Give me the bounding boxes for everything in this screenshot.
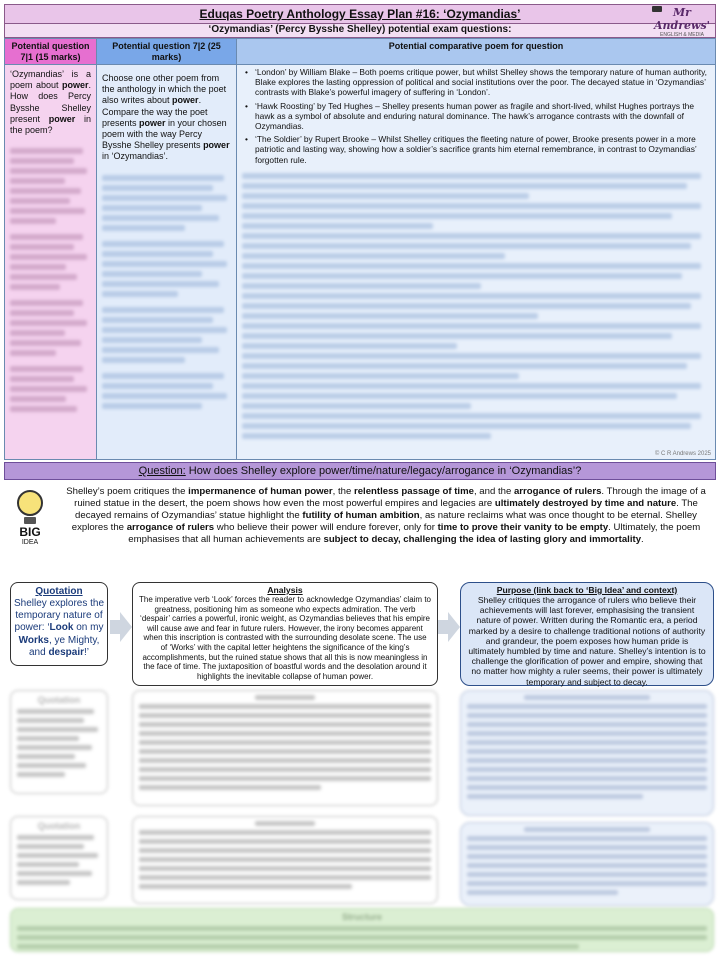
- brand-logo: [650, 6, 714, 36]
- quotation-heading: Quotation: [37, 821, 81, 831]
- comparative-column: [237, 65, 715, 459]
- header-comparative: Potential comparative poem for question: [237, 39, 715, 65]
- copyright-note: © C R Andrews 2025: [654, 451, 711, 457]
- list-item: • ‘Hawk Roosting’ by Ted Hughes – Shelley presents human power as fragile and short-lived, whilst Hughes portrays the hawk as a symbol of absolute and enduring natural dominance. The hawk’s arrogance contrasts with the downfall of Ozymandias.: [243, 101, 709, 132]
- purpose-box: [460, 690, 714, 816]
- comparative-poem-list: [237, 65, 715, 165]
- quotation-heading: Quotation: [37, 695, 81, 705]
- analysis-text: The imperative verb ‘Look’ forces the reader to acknowledge Ozymandias’ claim to greatness, positioning him as someone who expects admiration. The verb ‘despair’ carries a powerful, ironic weight, as Ozymandias believes that his empire will cause awe and fear in future rulers. However, the irony becomes apparent when this inscription is contrasted with the surrounding desolate scene. The use of ‘Works’ with the capital letter heightens the significance of the king’s accomplishments, but the ruined statue shows that all this is now meaningless in the face of time. The juxtaposition of boastful words and the desolation around it highlights the inevitable collapse of human power.: [139, 595, 431, 681]
- exam-questions-table: [4, 38, 716, 460]
- analysis-box: [132, 690, 438, 806]
- structure-heading: Structure: [341, 912, 382, 922]
- logo-name: Mr Andrews': [653, 6, 711, 32]
- purpose-text: Shelley critiques the arrogance of rulers who believe their achievements will last forever, emphasising the transient nature of power. Written during the Romantic era, a period marked by a desire to challenge traditional notions of authority and grandeur, the poem exposes how human pride is ultimately humbled by time and nature. Shelley’s intention is to challenge the glorification of power and empire, showing that no matter how mighty a ruler seems, their power is ultimately temporary and subject to decay.: [468, 595, 706, 687]
- quotation-heading: Quotation: [35, 586, 83, 597]
- question-2-text: Choose one other poem from the anthology in which the poet also writes about power. Compare the way the poet presents power in your chosen poem with the way Percy Bysshe Shelley presents power in ‘Ozymandias’.: [102, 73, 230, 162]
- page-title: Eduqas Poetry Anthology Essay Plan #16: ‘Ozymandias’: [4, 4, 716, 24]
- blurred-question-1-cells: [5, 148, 96, 412]
- big-idea-section: [4, 482, 716, 576]
- analysis-box: [132, 582, 438, 686]
- header-question-2: Potential question 7|2 (25 marks): [97, 39, 237, 65]
- quotation-text: Shelley explores the temporary nature of power: ‘Look on my Works, ye Mighty, and despair!’: [13, 598, 105, 658]
- analysis-box: [132, 816, 438, 904]
- question-text: How does Shelley explore power/time/nature/legacy/arrogance in ‘Ozymandias’?: [185, 465, 582, 477]
- logo-tagline: ENGLISH & MEDIA: [660, 32, 704, 38]
- structure-box: [10, 908, 714, 952]
- question-bar: [4, 462, 716, 480]
- big-idea-icon-label: BIG: [19, 525, 41, 539]
- quotation-box: [10, 816, 108, 900]
- quotation-box: [10, 582, 108, 666]
- arrow-right-icon: [110, 612, 132, 642]
- arrow-right-icon: [438, 612, 460, 642]
- purpose-box: [460, 582, 714, 686]
- big-idea-icon-sublabel: IDEA: [21, 539, 39, 546]
- page-subtitle: ‘Ozymandias’ (Percy Bysshe Shelley) potential exam questions:: [4, 24, 716, 38]
- list-item: • ‘London’ by William Blake – Both poems critique power, but whilst Shelley shows the temporary nature of human authority, Blake explores the lasting oppression of political and social institutions over the poor. The decayed statue in ‘Ozymandias’ contrasts with Blake’s powerful imagery of suffering in ‘London’.: [243, 67, 709, 98]
- list-item: • ‘The Soldier’ by Rupert Brooke – Whilst Shelley critiques the fleeting nature of power, Brooke presents power in a more patriotic and lasting way, showing how a soldier’s sacrifice grants him eternal remembrance, in contrast to Ozymandias’ forgotten rule.: [243, 134, 709, 165]
- question-label: Question:: [138, 465, 186, 477]
- analysis-heading: Analysis: [267, 585, 303, 595]
- lightbulb-icon: [10, 490, 50, 554]
- quotation-box: [10, 690, 108, 794]
- blurred-comparative-cells: [237, 173, 715, 439]
- purpose-box: [460, 822, 714, 906]
- graduation-cap-icon: [652, 6, 662, 12]
- question-2-column: [97, 65, 237, 459]
- question-1-column: [5, 65, 97, 459]
- essay-plan-page: [4, 4, 716, 956]
- blurred-question-2-cells: [97, 175, 236, 409]
- question-1-text: ‘Ozymandias’ is a poem about power. How does Percy Bysshe Shelley present power in the poem?: [10, 69, 91, 136]
- purpose-heading: Purpose (link back to ‘Big Idea’ and context): [496, 585, 678, 595]
- header-question-1: Potential question 7|1 (15 marks): [5, 39, 97, 65]
- big-idea-text: Shelley’s poem critiques the impermanence of human power, the relentless passage of time, and the arrogance of rulers. Through the image of a ruined statue in the desert, the poem shows how even the most powerful empires and legacies are ultimately destroyed by time and nature. The decayed remains of Ozymandias’ statue highlight the futility of human ambition, as nature reclaims what was once thought to be eternal. Shelley explores the arrogance of rulers who believe their power will endure forever, only for time to prove their vanity to be empty. Ultimately, the poem emphasises that all human achievements are subject to decay, challenging the idea of lasting glory and immortality.: [66, 486, 706, 545]
